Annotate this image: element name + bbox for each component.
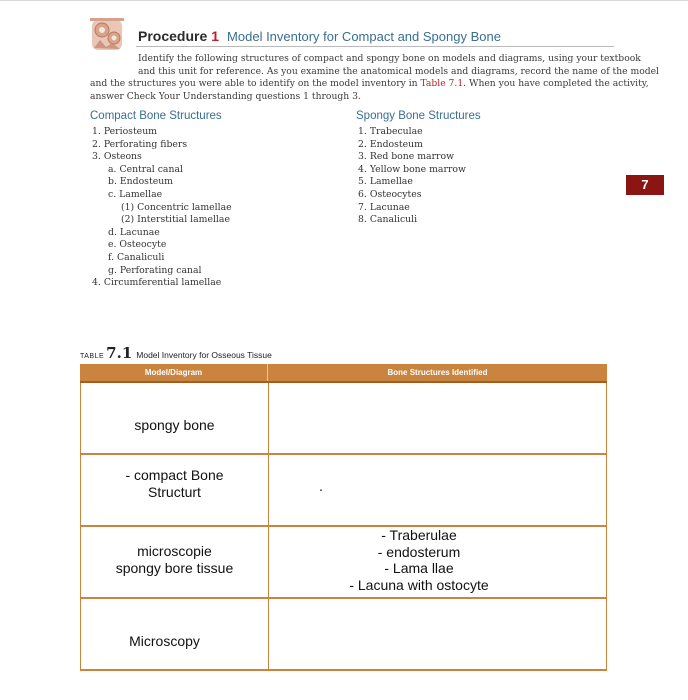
handwritten-entry: Microscopy bbox=[129, 633, 200, 649]
model-cell[interactable] bbox=[81, 455, 269, 525]
header-bone-structures: Bone Structures Identified bbox=[387, 368, 488, 377]
handwritten-entry: microscopie bbox=[137, 543, 212, 559]
handwritten-entry: - Lacuna with ostocyte bbox=[349, 576, 489, 593]
chapter-tab: 7 bbox=[626, 175, 664, 195]
list-item: 1. Trabeculae bbox=[358, 126, 423, 137]
list-item: c. Lamellae bbox=[108, 188, 163, 200]
list-item: 6. Osteocytes bbox=[358, 188, 422, 200]
model-cell[interactable] bbox=[81, 527, 269, 597]
compact-list bbox=[90, 126, 232, 290]
heading-rule bbox=[136, 46, 614, 47]
table-label-number: 7.1 bbox=[106, 344, 133, 362]
table-row bbox=[80, 455, 607, 527]
compact-heading: Compact Bone Structures bbox=[90, 110, 222, 122]
table-row bbox=[80, 599, 607, 671]
procedure-number: 1 bbox=[211, 28, 220, 44]
list-item: 2. Perforating fibers bbox=[92, 138, 188, 150]
list-item: (1) Concentric lamellae bbox=[121, 201, 232, 213]
spongy-heading: Spongy Bone Structures bbox=[356, 110, 481, 122]
intro-paragraph bbox=[90, 53, 659, 103]
handwritten-entry: - endosterum bbox=[377, 543, 461, 560]
list-item: 4. Yellow bone marrow bbox=[358, 163, 466, 175]
list-item: 4. Circumferential lamellae bbox=[92, 277, 222, 289]
list-item: e. Osteocyte bbox=[108, 239, 167, 251]
list-item: d. Lacunae bbox=[108, 226, 160, 238]
top-border bbox=[0, 0, 688, 1]
list-item: 7. Lacunae bbox=[358, 201, 410, 213]
procedure-title: Model Inventory for Compact and Spongy Bone bbox=[227, 29, 501, 44]
handwritten-entry: . bbox=[319, 478, 323, 494]
structures-cell[interactable] bbox=[269, 527, 606, 597]
list-item: 3. Osteons bbox=[92, 151, 142, 163]
intro-line: and the structures you were able to identify on the model inventory in Table 7.1. When you have completed the activity, bbox=[90, 78, 649, 90]
table-row bbox=[80, 527, 607, 599]
list-item: f. Canaliculi bbox=[108, 251, 165, 263]
table-header-row bbox=[80, 364, 607, 383]
table-label-small: TABLE bbox=[80, 353, 105, 360]
handwritten-entry: - Lama llae bbox=[384, 560, 454, 576]
list-item: g. Perforating canal bbox=[108, 264, 202, 276]
intro-line: and this unit for reference. As you examine the anatomical models and diagrams, record the name of the model bbox=[138, 65, 659, 77]
procedure-heading bbox=[138, 28, 501, 44]
handwritten-entry: - Traberulae bbox=[381, 527, 457, 543]
model-cell[interactable] bbox=[81, 599, 269, 669]
header-model-diagram: Model/Diagram bbox=[80, 364, 268, 381]
list-item: 1. Periosteum bbox=[92, 126, 157, 137]
structures-cell[interactable] bbox=[269, 599, 606, 669]
procedure-word: Procedure bbox=[138, 28, 208, 44]
intro-line: Identify the following structures of compact and spongy bone on models and diagrams, using your textbook bbox=[138, 53, 641, 64]
handwritten-entry: Structurt bbox=[148, 483, 201, 500]
intro-line: answer Check Your Understanding questions 1 through 3. bbox=[90, 90, 361, 102]
list-item: 2. Endosteum bbox=[358, 138, 423, 150]
list-item: 8. Canaliculi bbox=[358, 214, 418, 226]
table-caption bbox=[80, 344, 272, 363]
table-reference-link[interactable]: Table 7.1 bbox=[420, 78, 464, 90]
handwritten-entry: spongy bone bbox=[134, 417, 215, 433]
list-item: 3. Red bone marrow bbox=[358, 151, 455, 163]
table-label-title: Model Inventory for Osseous Tissue bbox=[136, 350, 272, 360]
table-row bbox=[80, 383, 607, 455]
model-inventory-table bbox=[80, 364, 607, 671]
model-cell[interactable] bbox=[81, 383, 269, 453]
list-item: (2) Interstitial lamellae bbox=[121, 214, 230, 226]
structures-cell[interactable] bbox=[269, 383, 606, 453]
bone-section-icon bbox=[88, 14, 128, 54]
structures-cell[interactable] bbox=[269, 455, 606, 525]
list-item: b. Endosteum bbox=[108, 176, 173, 188]
list-item: 5. Lamellae bbox=[358, 176, 413, 188]
handwritten-entry: - compact Bone bbox=[125, 467, 224, 483]
spongy-list bbox=[356, 126, 466, 227]
list-item: a. Central canal bbox=[108, 163, 183, 175]
handwritten-entry: spongy bore tissue bbox=[115, 559, 234, 576]
